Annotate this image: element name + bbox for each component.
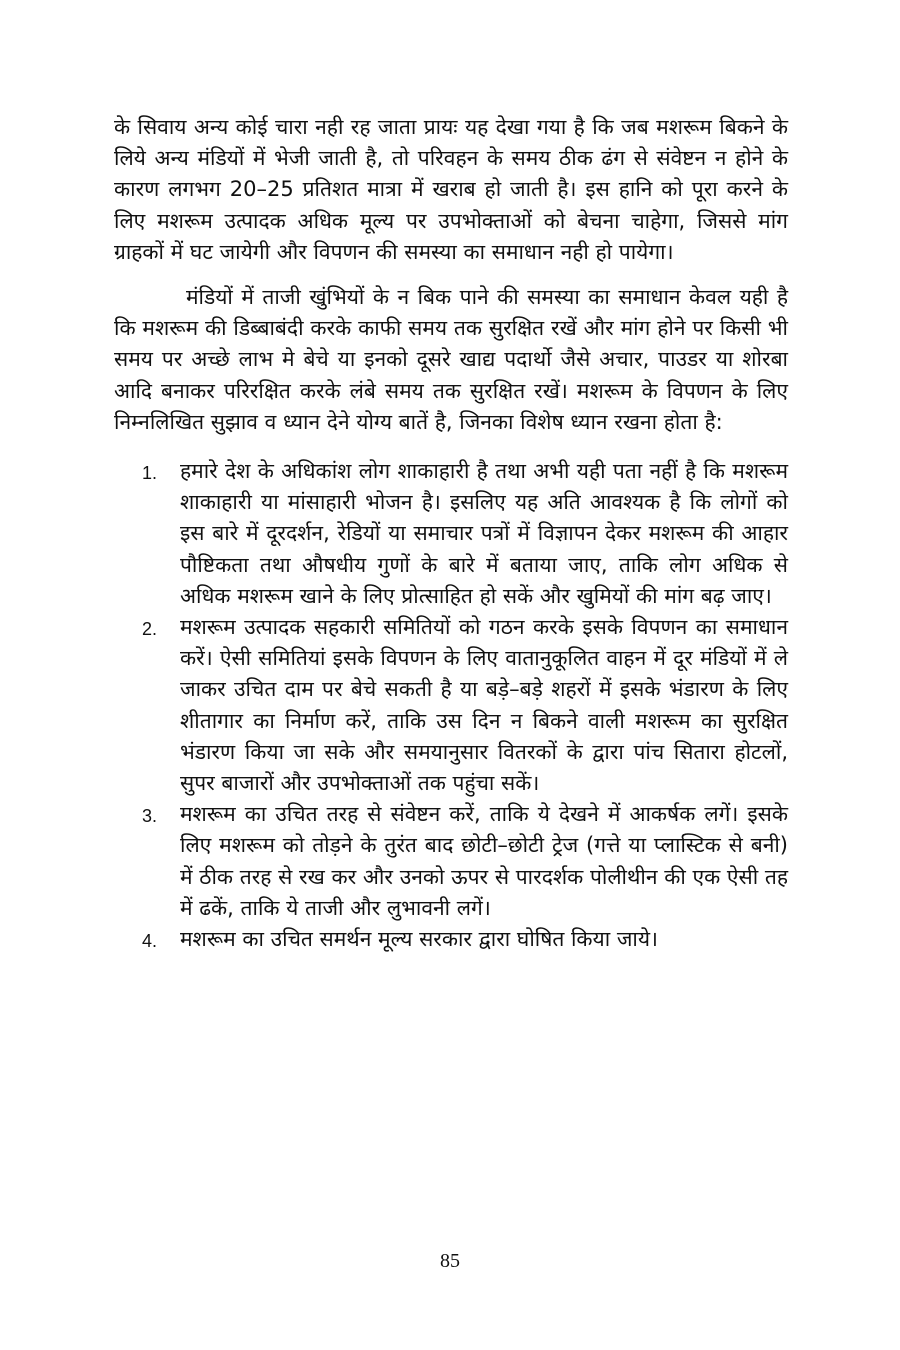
list-item bbox=[142, 612, 788, 799]
list-item-number: 4. bbox=[142, 931, 158, 952]
list-item-number: 3. bbox=[142, 806, 158, 827]
suggestions-list bbox=[114, 456, 788, 957]
list-item-number: 1. bbox=[142, 463, 158, 484]
list-item-text: मशरूम का उचित तरह से संवेष्टन करें, ताकि ये देखने में आकर्षक लगें। इसके लिए मशरूम को तोड़ने के तुरंत बाद छोटी–छोटी ट्रेज (गत्ते या प्लास्टिक से बनी) में ठीक तरह से रख कर और उनको ऊपर से पारदर्शक पोलीथीन की एक ऐसी तह में ढकें, ताकि ये ताजी और लुभावनी लगें। bbox=[180, 802, 788, 920]
paragraph-continuation: के सिवाय अन्य कोई चारा नही रह जाता प्रायः यह देखा गया है कि जब मशरूम बिकने के लिये अन्य मंडियों में भेजी जाती है, तो परिवहन के समय ठीक ढंग से संवेष्टन न होने के कारण लगभग 20–25 प्रतिशत मात्रा में खराब हो जाती है। इस हानि को पूरा करने के लिए मशरूम उत्पादक अधिक मूल्य पर उपभोक्ताओं को बेचना चाहेगा, जिससे मांग ग्राहकों में घट जायेगी और विपणन की समस्या का समाधान नही हो पायेगा। bbox=[114, 115, 788, 264]
list-item-number: 2. bbox=[142, 619, 158, 640]
page-number: 85 bbox=[440, 1250, 460, 1272]
list-item-text: मशरूम का उचित समर्थन मूल्य सरकार द्वारा घोषित किया जाये। bbox=[180, 927, 658, 952]
list-item bbox=[142, 924, 788, 957]
list-item bbox=[142, 456, 788, 612]
paragraph-marketing-solution: मंडियों में ताजी खुंभियों के न बिक पाने की समस्या का समाधान केवल यही है कि मशरूम की डिब्बाबंदी करके काफी समय तक सुरक्षित रखें और मांग होने पर किसी भी समय पर अच्छे लाभ मे बेचे या इनको दूसरे खाद्य पदार्थो जैसे अचार, पाउडर या शोरबा आदि बनाकर परिरक्षित करके लंबे समय तक सुरक्षित रखें। मशरूम के विपणन के लिए निम्नलिखित सुझाव व ध्यान देने योग्य बातें है, जिनका विशेष ध्यान रखना होता है: bbox=[114, 285, 788, 434]
list-item-text: मशरूम उत्पादक सहकारी समितियों को गठन करके इसके विपणन का समाधान करें। ऐसी समितियां इसके विपणन के लिए वातानुकूलित वाहन में दूर मंडियों में ले जाकर उचित दाम पर बेचे सकती है या बड़े–बड़े शहरों में इसके भंडारण के लिए शीतागार का निर्माण करें, ताकि उस दिन न बिकने वाली मशरूम का सुरक्षित भंडारण किया जा सके और समयानुसार वितरकों के द्वारा पांच सितारा होटलों, सुपर बाजारों और उपभोक्ताओं तक पहुंचा सकें। bbox=[180, 615, 788, 796]
list-item bbox=[142, 799, 788, 924]
list-item-text: हमारे देश के अधिकांश लोग शाकाहारी है तथा अभी यही पता नहीं है कि मशरूम शाकाहारी या मांसाहारी भोजन है। इसलिए यह अति आवश्यक है कि लोगों को इस बारे में दूरदर्शन, रेडियों या समाचार पत्रों में विज्ञापन देकर मशरूम की आहार पौष्टिकता तथा औषधीय गुणों के बारे में बताया जाए, ताकि लोग अधिक से अधिक मशरूम खाने के लिए प्रोत्साहित हो सकें और खुमियों की मांग बढ़ जाए। bbox=[180, 459, 788, 608]
page-body bbox=[114, 112, 788, 957]
